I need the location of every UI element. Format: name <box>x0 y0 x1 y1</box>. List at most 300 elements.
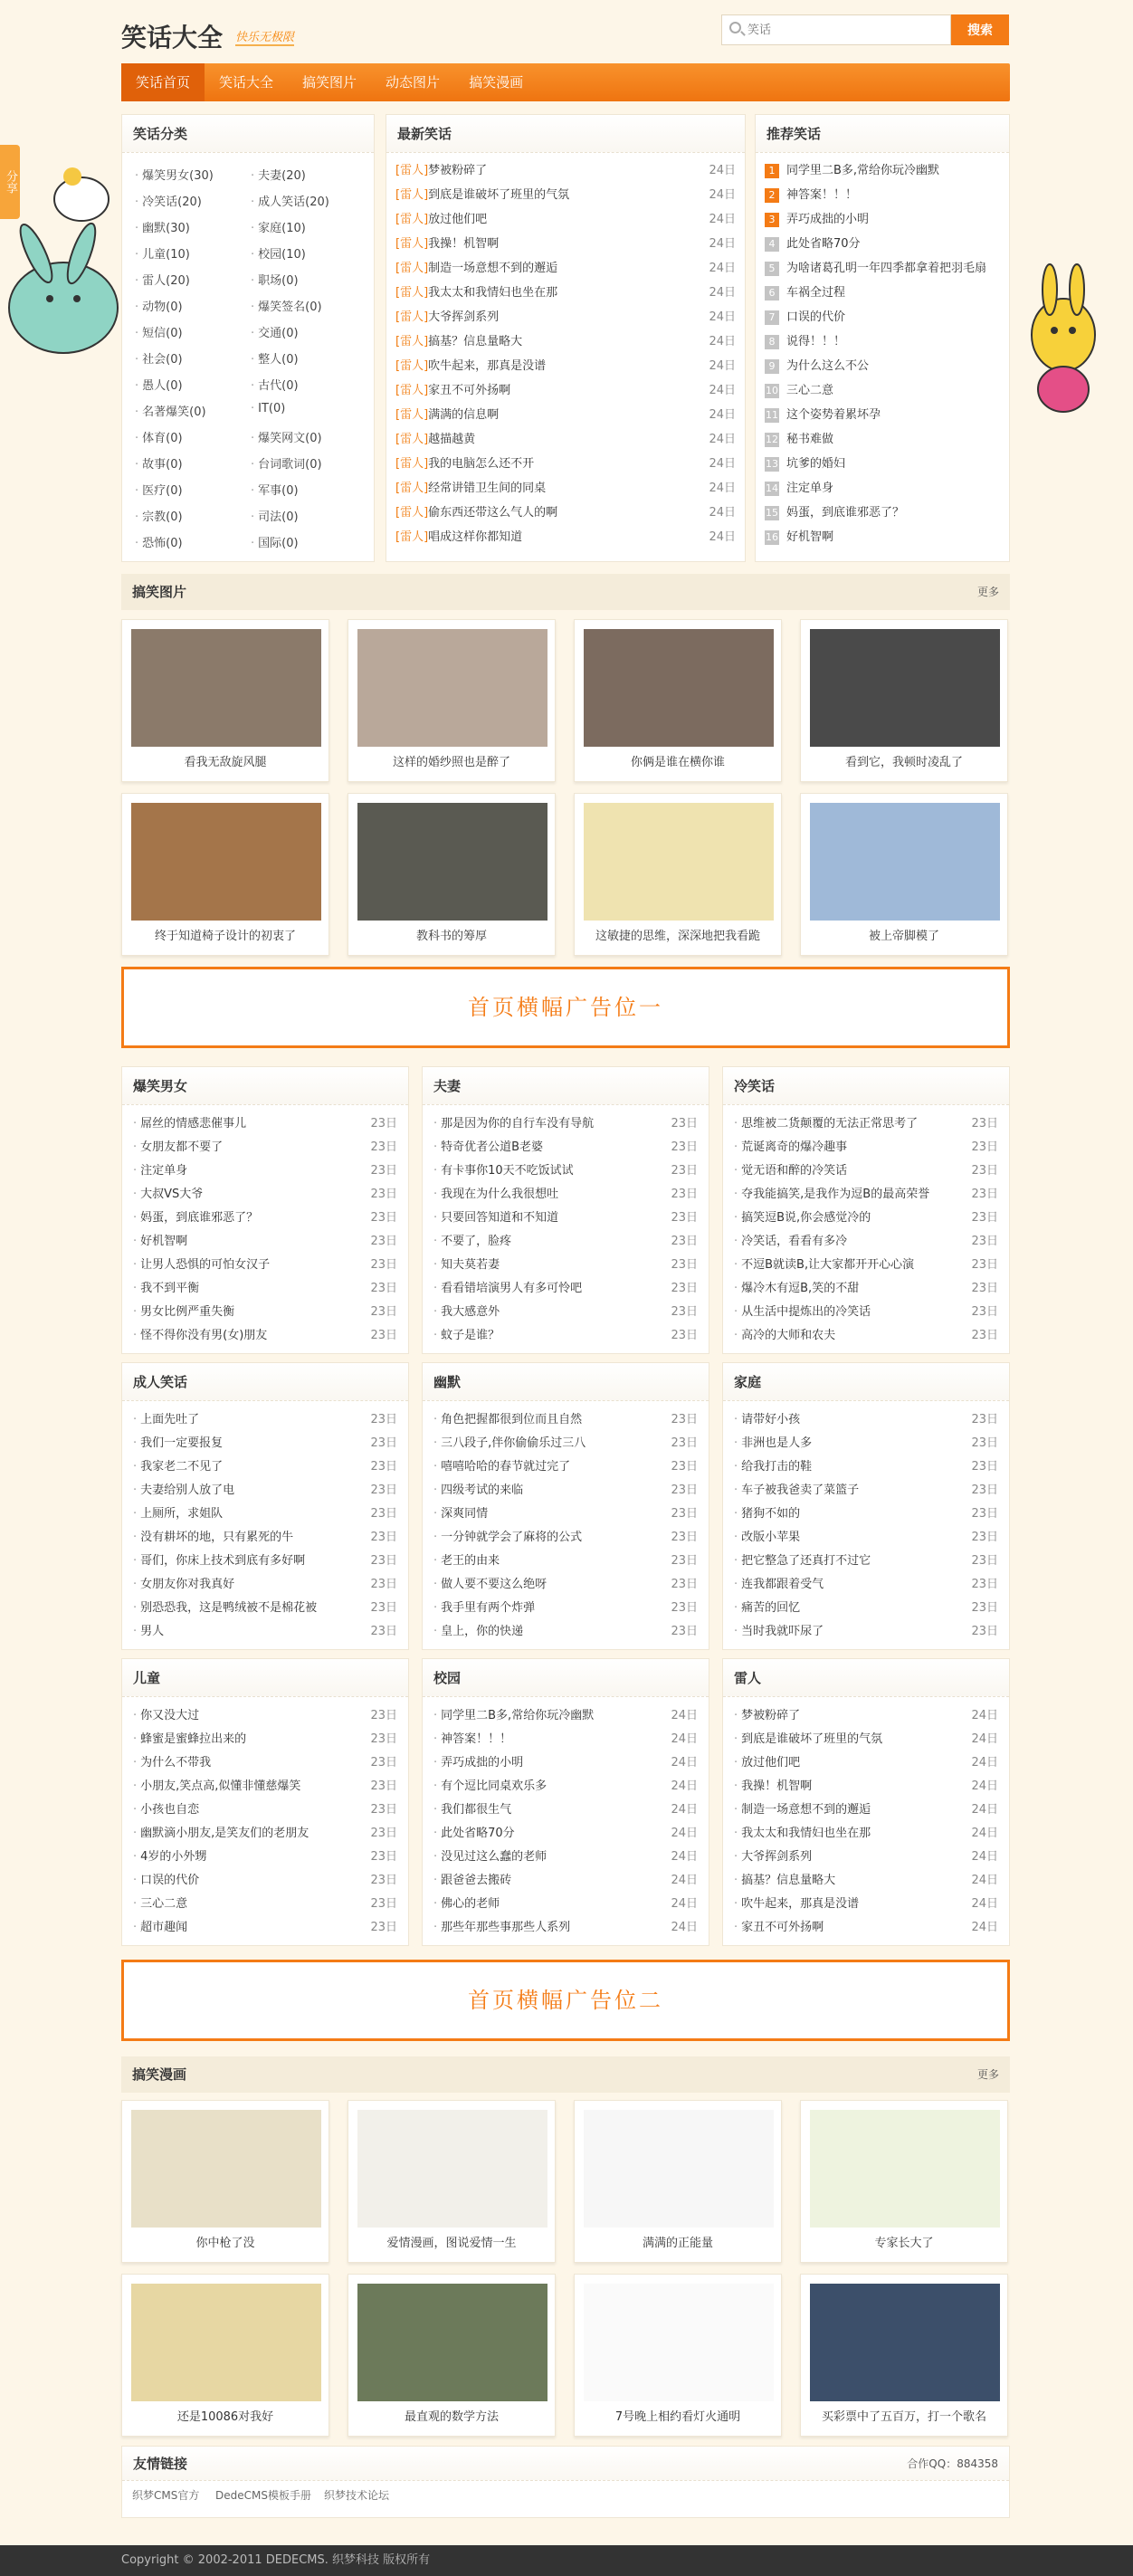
section-item[interactable] <box>133 1597 397 1620</box>
category-tag[interactable]: [雷人] <box>395 359 429 373</box>
section-item-title[interactable]: 夫妻给别人放了电 <box>140 1484 235 1497</box>
latest-item-title[interactable]: 越描越黄 <box>428 433 476 446</box>
category-link[interactable]: · 古代(0) <box>251 376 299 393</box>
latest-item[interactable] <box>395 427 736 452</box>
section-item-title[interactable]: 四级考试的来临 <box>441 1484 524 1497</box>
category-link[interactable]: · 国际(0) <box>251 533 299 550</box>
funny-pic-card[interactable] <box>121 619 329 782</box>
section-item[interactable] <box>133 1207 397 1230</box>
section-item-title[interactable]: 高冷的大师和农夫 <box>741 1329 836 1342</box>
comics-more-link[interactable]: 更多 <box>976 2068 999 2081</box>
latest-item[interactable] <box>395 329 736 354</box>
section-item-title[interactable]: 嘻嘻哈哈的春节就过完了 <box>441 1460 571 1474</box>
funny-pic-image[interactable] <box>357 629 547 747</box>
search-button[interactable]: 搜索 <box>951 14 1009 45</box>
section-item[interactable] <box>734 1775 998 1798</box>
recommend-item[interactable] <box>765 378 1000 403</box>
section-item[interactable] <box>433 1620 698 1644</box>
section-item[interactable] <box>734 1207 998 1230</box>
comic-card[interactable] <box>121 2100 329 2263</box>
section-item[interactable] <box>734 1432 998 1455</box>
funny-pic-card[interactable] <box>348 793 556 956</box>
category-tag[interactable]: [雷人] <box>395 384 429 397</box>
recommend-item-title[interactable]: 为啥诸葛孔明一年四季都拿着把羽毛扇 <box>786 262 987 275</box>
section-item[interactable] <box>734 1526 998 1550</box>
comic-image[interactable] <box>131 2284 321 2401</box>
section-item[interactable] <box>734 1159 998 1183</box>
category-link[interactable]: · 愚人(0) <box>135 376 183 393</box>
latest-item-title[interactable]: 偷东西还带这么气人的啊 <box>428 506 558 520</box>
section-item[interactable] <box>734 1704 998 1728</box>
latest-item[interactable] <box>395 501 736 525</box>
recommend-item[interactable] <box>765 256 1000 281</box>
section-item[interactable] <box>433 1479 698 1503</box>
section-item[interactable] <box>734 1798 998 1822</box>
comic-image[interactable] <box>810 2284 1000 2401</box>
category-tag[interactable]: [雷人] <box>395 530 429 544</box>
recommend-item[interactable] <box>765 281 1000 305</box>
category-tag[interactable]: [雷人] <box>395 262 429 275</box>
section-item-title[interactable]: 大叔VS大爷 <box>140 1188 204 1201</box>
section-item-title[interactable]: 觉无语和醉的冷笑话 <box>741 1164 848 1178</box>
section-item-title[interactable]: 荒诞离奇的爆冷趣事 <box>741 1140 848 1154</box>
section-item-title[interactable]: 男女比例严重失衡 <box>140 1305 235 1319</box>
nav-home[interactable]: 笑话首页 <box>121 63 205 101</box>
latest-item-title[interactable]: 放过他们吧 <box>428 213 488 226</box>
nav-comics[interactable]: 搞笑漫画 <box>469 74 524 91</box>
recommend-item-title[interactable]: 坑爹的婚妇 <box>786 457 846 471</box>
section-item-title[interactable]: 好机智啊 <box>140 1235 188 1248</box>
section-title[interactable]: 家庭 <box>723 1363 1009 1401</box>
section-item[interactable] <box>433 1408 698 1432</box>
section-item[interactable] <box>734 1822 998 1846</box>
funny-pic-card[interactable] <box>800 619 1008 782</box>
comic-image[interactable] <box>584 2284 774 2401</box>
section-item-title[interactable]: 只要回答知道和不知道 <box>441 1211 559 1225</box>
category-link[interactable]: · 雷人(20) <box>135 271 190 288</box>
section-item-title[interactable]: 皇上，你的快递 <box>441 1625 524 1638</box>
recommend-item-title[interactable]: 秘书难做 <box>786 433 834 446</box>
section-item[interactable] <box>133 1408 397 1432</box>
section-item-title[interactable]: 老王的由来 <box>441 1554 500 1568</box>
category-tag[interactable]: [雷人] <box>395 164 429 177</box>
section-item[interactable] <box>133 1822 397 1846</box>
recommend-item-title[interactable]: 同学里二B多,常给你玩冷幽默 <box>786 164 940 177</box>
section-item[interactable] <box>133 1159 397 1183</box>
section-title[interactable]: 幽默 <box>423 1363 709 1401</box>
section-item[interactable] <box>433 1455 698 1479</box>
section-item-title[interactable]: 小孩也自恋 <box>140 1803 200 1817</box>
funny-pic-image[interactable] <box>584 803 774 921</box>
funny-pic-caption[interactable]: 你俩是谁在横你谁 <box>630 756 725 769</box>
section-item[interactable] <box>133 1775 397 1798</box>
funny-pic-image[interactable] <box>810 629 1000 747</box>
section-item-title[interactable]: 上面先吐了 <box>140 1413 200 1426</box>
section-item-title[interactable]: 给我打击的鞋 <box>741 1460 813 1474</box>
section-item-title[interactable]: 我现在为什么我很想吐 <box>441 1188 559 1201</box>
section-item[interactable] <box>133 1704 397 1728</box>
section-item-title[interactable]: 搞基？信息量略大 <box>741 1874 836 1887</box>
category-link[interactable]: · 恐怖(0) <box>135 533 183 550</box>
recommend-item[interactable] <box>765 329 1000 354</box>
comic-card[interactable] <box>348 2100 556 2263</box>
section-item[interactable] <box>433 1798 698 1822</box>
section-item[interactable] <box>433 1597 698 1620</box>
latest-item-title[interactable]: 吹牛起来，那真是没谱 <box>428 359 547 373</box>
latest-item[interactable] <box>395 378 736 403</box>
category-link[interactable]: · 家庭(10) <box>251 218 306 235</box>
comic-image[interactable] <box>131 2110 321 2228</box>
category-link[interactable]: · 短信(0) <box>135 323 183 340</box>
nav-gifs[interactable]: 动态图片 <box>386 74 441 91</box>
section-item[interactable] <box>734 1230 998 1254</box>
section-item-title[interactable]: 蜂蜜是蜜蜂拉出来的 <box>140 1732 247 1746</box>
section-title[interactable]: 儿童 <box>122 1659 408 1697</box>
section-item[interactable] <box>433 1573 698 1597</box>
section-item-title[interactable]: 注定单身 <box>140 1164 188 1178</box>
category-tag[interactable]: [雷人] <box>395 310 429 324</box>
latest-item-title[interactable]: 我操！机智啊 <box>428 237 500 251</box>
funny-pic-card[interactable] <box>121 793 329 956</box>
section-item[interactable] <box>133 1254 397 1277</box>
section-item-title[interactable]: 请带好小孩 <box>741 1413 801 1426</box>
section-item-title[interactable]: 4岁的小外甥 <box>140 1850 207 1864</box>
category-tag[interactable]: [雷人] <box>395 482 429 495</box>
friend-link[interactable]: DedeCMS模板手册 <box>215 2489 311 2502</box>
section-item-title[interactable]: 做人要不要这么绝呀 <box>441 1578 547 1591</box>
section-item-title[interactable]: 车子被我爸卖了菜篮子 <box>741 1484 860 1497</box>
section-title[interactable]: 夫妻 <box>423 1067 709 1105</box>
section-item-title[interactable]: 你又没大过 <box>140 1709 200 1722</box>
funny-pic-card[interactable] <box>574 793 782 956</box>
section-item-title[interactable]: 妈蛋，到底谁邪恶了？ <box>140 1211 259 1225</box>
category-link[interactable]: · 幽默(30) <box>135 218 190 235</box>
category-link[interactable]: · 儿童(10) <box>135 244 190 262</box>
section-item[interactable] <box>734 1550 998 1573</box>
recommend-item-title[interactable]: 此处省略70分 <box>786 237 861 251</box>
latest-item-title[interactable]: 满满的信息啊 <box>428 408 500 422</box>
section-item-title[interactable]: 此处省略70分 <box>441 1827 515 1840</box>
section-item-title[interactable]: 上厕所，求姐队 <box>140 1507 224 1521</box>
section-item-title[interactable]: 有卡事你10天不吃饭试试 <box>441 1164 574 1178</box>
section-item[interactable] <box>433 1324 698 1348</box>
category-link[interactable]: · 职场(0) <box>251 271 299 288</box>
section-item[interactable] <box>734 1301 998 1324</box>
section-item-title[interactable]: 不要了，脸疼 <box>441 1235 512 1248</box>
latest-item[interactable] <box>395 256 736 281</box>
section-item[interactable] <box>133 1526 397 1550</box>
recommend-item-title[interactable]: 好机智啊 <box>786 530 834 544</box>
recommend-item-title[interactable]: 三心二意 <box>786 384 834 397</box>
section-item[interactable] <box>433 1277 698 1301</box>
category-link[interactable]: · 爆笑签名(0) <box>251 297 322 314</box>
funny-pic-caption[interactable]: 教科书的筹厚 <box>415 930 487 943</box>
section-item-title[interactable]: 连我都跟着受气 <box>741 1578 824 1591</box>
latest-item-title[interactable]: 搞基？信息量略大 <box>428 335 523 348</box>
section-item[interactable] <box>433 1112 698 1136</box>
section-item[interactable] <box>734 1728 998 1751</box>
section-item[interactable] <box>133 1620 397 1644</box>
section-item-title[interactable]: 思维被二货颠覆的无法正常思考了 <box>741 1117 919 1131</box>
category-link[interactable]: · 司法(0) <box>251 507 299 524</box>
category-link[interactable]: · 交通(0) <box>251 323 299 340</box>
section-item[interactable] <box>133 1183 397 1207</box>
category-link[interactable]: · 动物(0) <box>135 297 183 314</box>
section-item-title[interactable]: 大爷挥剑系列 <box>741 1850 813 1864</box>
latest-item-title[interactable]: 家丑不可外扬啊 <box>428 384 511 397</box>
latest-item[interactable] <box>395 232 736 256</box>
section-title[interactable]: 爆笑男女 <box>122 1067 408 1105</box>
recommend-item-title[interactable]: 说得！！！ <box>786 335 846 348</box>
funny-pic-image[interactable] <box>810 803 1000 921</box>
comic-image[interactable] <box>810 2110 1000 2228</box>
category-link[interactable]: · 成人笑话(20) <box>251 192 329 209</box>
section-item[interactable] <box>734 1620 998 1644</box>
section-item[interactable] <box>433 1183 698 1207</box>
category-tag[interactable]: [雷人] <box>395 408 429 422</box>
latest-item-title[interactable]: 经常讲错卫生间的同桌 <box>428 482 547 495</box>
section-item[interactable] <box>734 1324 998 1348</box>
category-link[interactable]: · 台词歌词(0) <box>251 454 322 472</box>
search-input[interactable] <box>721 14 951 45</box>
recommend-item-title[interactable]: 口误的代价 <box>786 310 846 324</box>
section-item[interactable] <box>734 1254 998 1277</box>
comic-card[interactable] <box>574 2100 782 2263</box>
section-item[interactable] <box>133 1916 397 1940</box>
category-link[interactable]: · 爆笑网文(0) <box>251 428 322 445</box>
category-link[interactable]: · 校园(10) <box>251 244 306 262</box>
recommend-item-title[interactable]: 注定单身 <box>786 482 834 495</box>
funny-pic-caption[interactable]: 终于知道椅子设计的初衷了 <box>154 930 296 943</box>
section-item[interactable] <box>433 1869 698 1893</box>
section-item[interactable] <box>433 1704 698 1728</box>
category-link[interactable]: · 爆笑男女(30) <box>135 166 214 183</box>
section-title[interactable]: 冷笑话 <box>723 1067 1009 1105</box>
recommend-item[interactable] <box>765 232 1000 256</box>
section-item[interactable] <box>734 1112 998 1136</box>
section-item[interactable] <box>133 1455 397 1479</box>
category-link[interactable]: · 冷笑话(20) <box>135 192 202 209</box>
section-title[interactable]: 雷人 <box>723 1659 1009 1697</box>
section-item[interactable] <box>734 1597 998 1620</box>
recommend-item[interactable] <box>765 305 1000 329</box>
comic-caption[interactable]: 你中枪了没 <box>195 2237 255 2250</box>
comic-caption[interactable]: 还是10086对我好 <box>176 2410 274 2424</box>
funny-pic-image[interactable] <box>584 629 774 747</box>
funny-pic-caption[interactable]: 看到它，我顿时凌乱了 <box>844 756 963 769</box>
section-item-title[interactable]: 超市趣闻 <box>140 1921 188 1934</box>
section-item[interactable] <box>133 1301 397 1324</box>
section-item[interactable] <box>133 1112 397 1136</box>
recommend-item[interactable] <box>765 452 1000 476</box>
recommend-item[interactable] <box>765 158 1000 183</box>
section-item[interactable] <box>433 1301 698 1324</box>
section-item[interactable] <box>433 1136 698 1159</box>
funny-pic-caption[interactable]: 这敏捷的思维，深深地把我看跪 <box>595 930 760 943</box>
section-item[interactable] <box>433 1230 698 1254</box>
recommend-item[interactable] <box>765 476 1000 501</box>
funny-pic-card[interactable] <box>800 793 1008 956</box>
recommend-item[interactable] <box>765 183 1000 207</box>
section-item[interactable] <box>734 1846 998 1869</box>
section-item-title[interactable]: 梦被粉碎了 <box>741 1709 801 1722</box>
latest-item[interactable] <box>395 158 736 183</box>
comic-caption[interactable]: 最直观的数学方法 <box>404 2410 499 2424</box>
friend-link[interactable]: 织梦CMS官方 <box>132 2489 200 2502</box>
section-item-title[interactable]: 蚊子是谁？ <box>441 1329 500 1342</box>
section-item-title[interactable]: 放过他们吧 <box>741 1756 801 1770</box>
section-item-title[interactable]: 知夫莫若妻 <box>441 1258 500 1272</box>
latest-item-title[interactable]: 制造一场意想不到的邂逅 <box>428 262 558 275</box>
banner-ad-1[interactable]: 首页横幅广告位一 <box>121 967 1010 1048</box>
banner-ad-2[interactable]: 首页横幅广告位二 <box>121 1960 1010 2041</box>
section-item[interactable] <box>133 1479 397 1503</box>
section-item[interactable] <box>734 1408 998 1432</box>
category-link[interactable]: · 名著爆笑(0) <box>135 402 206 419</box>
category-link[interactable]: · 宗教(0) <box>135 507 183 524</box>
comic-image[interactable] <box>357 2284 547 2401</box>
category-link[interactable]: · 故事(0) <box>135 454 183 472</box>
section-item[interactable] <box>734 1751 998 1775</box>
section-item-title[interactable]: 不逗B就读B,让大家都开开心心演 <box>741 1258 915 1272</box>
section-item[interactable] <box>734 1136 998 1159</box>
section-item-title[interactable]: 搞笑逗B说,你会感觉冷的 <box>741 1211 871 1225</box>
section-item[interactable] <box>133 1432 397 1455</box>
section-item-title[interactable]: 冷笑话，看看有多冷 <box>741 1235 848 1248</box>
section-item-title[interactable]: 为什么不带我 <box>140 1756 212 1770</box>
section-item[interactable] <box>433 1846 698 1869</box>
section-title[interactable]: 校园 <box>423 1659 709 1697</box>
section-item[interactable] <box>734 1893 998 1916</box>
section-item[interactable] <box>433 1751 698 1775</box>
section-item-title[interactable]: 我太太和我情妇也坐在那 <box>741 1827 871 1840</box>
section-item[interactable] <box>133 1324 397 1348</box>
recommend-item[interactable] <box>765 403 1000 427</box>
latest-item[interactable] <box>395 403 736 427</box>
section-item-title[interactable]: 痛苦的回忆 <box>741 1601 801 1615</box>
section-title[interactable]: 成人笑话 <box>122 1363 408 1401</box>
comic-card[interactable] <box>574 2274 782 2437</box>
section-item[interactable] <box>433 1916 698 1940</box>
comic-card[interactable] <box>121 2274 329 2437</box>
funny-pic-card[interactable] <box>574 619 782 782</box>
section-item[interactable] <box>433 1254 698 1277</box>
section-item[interactable] <box>133 1277 397 1301</box>
section-item[interactable] <box>133 1728 397 1751</box>
section-item[interactable] <box>433 1893 698 1916</box>
latest-item[interactable] <box>395 354 736 378</box>
section-item-title[interactable]: 女朋友都不要了 <box>140 1140 224 1154</box>
section-item[interactable] <box>734 1869 998 1893</box>
section-item-title[interactable]: 到底是谁破坏了班里的气氛 <box>741 1732 883 1746</box>
section-item-title[interactable]: 三心二意 <box>140 1897 188 1911</box>
category-tag[interactable]: [雷人] <box>395 457 429 471</box>
category-tag[interactable]: [雷人] <box>395 213 429 226</box>
section-item[interactable] <box>433 1159 698 1183</box>
section-item-title[interactable]: 同学里二B多,常给你玩冷幽默 <box>441 1709 595 1722</box>
latest-item[interactable] <box>395 476 736 501</box>
section-item-title[interactable]: 爆冷木有逗B,笑的不甜 <box>741 1282 860 1295</box>
section-item-title[interactable]: 我们都很生气 <box>441 1803 512 1817</box>
section-item-title[interactable]: 让男人恐惧的可怕女汉子 <box>140 1258 271 1272</box>
section-item-title[interactable]: 佛心的老师 <box>441 1897 500 1911</box>
section-item-title[interactable]: 那些年那些事那些人系列 <box>441 1921 571 1934</box>
comic-caption[interactable]: 爱情漫画，图说爱情一生 <box>386 2237 517 2250</box>
latest-item-title[interactable]: 大爷挥剑系列 <box>428 310 500 324</box>
funny-pic-image[interactable] <box>131 803 321 921</box>
comic-caption[interactable]: 7号晚上相约看灯火通明 <box>614 2410 741 2424</box>
latest-item[interactable] <box>395 207 736 232</box>
section-item-title[interactable]: 我不到平衡 <box>140 1282 200 1295</box>
section-item[interactable] <box>133 1751 397 1775</box>
latest-item-title[interactable]: 唱成这样你都知道 <box>428 530 523 544</box>
section-item[interactable] <box>433 1550 698 1573</box>
latest-item[interactable] <box>395 452 736 476</box>
section-item-title[interactable]: 三八段子,伴你偷偷乐过三八 <box>441 1436 586 1450</box>
recommend-item-title[interactable]: 妈蛋，到底谁邪恶了？ <box>786 506 905 520</box>
section-item-title[interactable]: 从生活中提炼出的冷笑话 <box>741 1305 871 1319</box>
category-tag[interactable]: [雷人] <box>395 286 429 300</box>
recommend-item-title[interactable]: 为什么这么不公 <box>786 359 870 373</box>
category-tag[interactable]: [雷人] <box>395 506 429 520</box>
latest-item[interactable] <box>395 281 736 305</box>
section-item-title[interactable]: 跟爸爸去搬砖 <box>441 1874 512 1887</box>
funny-pic-caption[interactable]: 这样的婚纱照也是醉了 <box>392 756 510 769</box>
section-item[interactable] <box>433 1503 698 1526</box>
category-link[interactable]: · IT(0) <box>251 402 285 415</box>
section-item-title[interactable]: 家丑不可外扬啊 <box>741 1921 824 1934</box>
recommend-item-title[interactable]: 神答案！！！ <box>786 188 858 202</box>
section-item-title[interactable]: 看看错培演男人有多可怜吧 <box>441 1282 583 1295</box>
recommend-item-title[interactable]: 弄巧成拙的小明 <box>786 213 870 226</box>
section-item-title[interactable]: 深爽同情 <box>441 1507 489 1521</box>
category-tag[interactable]: [雷人] <box>395 188 429 202</box>
nav-funny-pics[interactable]: 搞笑图片 <box>302 74 357 91</box>
comic-image[interactable] <box>584 2110 774 2228</box>
section-item[interactable] <box>133 1869 397 1893</box>
share-tab[interactable]: 分享 <box>0 145 20 219</box>
section-item-title[interactable]: 夺我能搞笑,是我作为逗B的最高荣誉 <box>741 1188 930 1201</box>
funny-pic-image[interactable] <box>357 803 547 921</box>
section-item-title[interactable]: 角色把握都很到位而且自然 <box>441 1413 583 1426</box>
recommend-item[interactable] <box>765 525 1000 549</box>
section-item-title[interactable]: 当时我就吓尿了 <box>741 1625 824 1638</box>
latest-item-title[interactable]: 我太太和我情妇也坐在那 <box>428 286 558 300</box>
comic-card[interactable] <box>800 2100 1008 2263</box>
section-item-title[interactable]: 没有耕坏的地，只有累死的牛 <box>140 1531 294 1544</box>
section-item[interactable] <box>734 1183 998 1207</box>
latest-item-title[interactable]: 到底是谁破坏了班里的气氛 <box>428 188 570 202</box>
comic-caption[interactable]: 买彩票中了五百万，打一个歌名 <box>821 2410 986 2424</box>
friend-link[interactable]: 织梦技术论坛 <box>324 2489 390 2502</box>
section-item[interactable] <box>734 1503 998 1526</box>
category-tag[interactable]: [雷人] <box>395 433 429 446</box>
latest-item[interactable] <box>395 183 736 207</box>
category-link[interactable]: · 社会(0) <box>135 349 183 367</box>
section-item-title[interactable]: 别恐恐我，这是鸭绒被不是棉花被 <box>140 1601 318 1615</box>
section-item[interactable] <box>433 1207 698 1230</box>
recommend-item[interactable] <box>765 427 1000 452</box>
recommend-item[interactable] <box>765 501 1000 525</box>
site-logo[interactable]: 笑话大全 <box>121 23 224 52</box>
section-item-title[interactable]: 幽默滴小朋友,是笑友们的老朋友 <box>140 1827 309 1840</box>
category-link[interactable]: · 军事(0) <box>251 481 299 498</box>
comic-caption[interactable]: 满满的正能量 <box>642 2237 713 2250</box>
section-item[interactable] <box>734 1573 998 1597</box>
section-item-title[interactable]: 我手里有两个炸弹 <box>441 1601 536 1615</box>
category-tag[interactable]: [雷人] <box>395 335 429 348</box>
section-item-title[interactable]: 制造一场意想不到的邂逅 <box>741 1803 871 1817</box>
